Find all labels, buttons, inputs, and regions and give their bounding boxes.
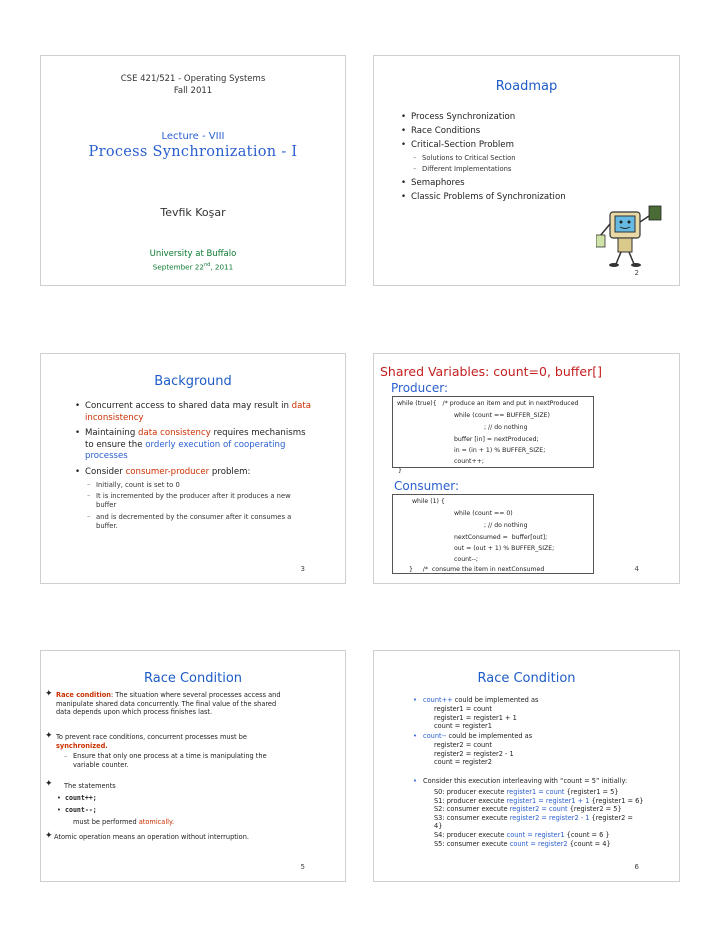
bullet-2: • Maintaining data consistency requires mechanisms to ensure the orderly execution of cooperating processes: [75, 428, 306, 461]
code-line: while (count == BUFFER_SIZE): [454, 412, 550, 419]
consumer-label: Consumer:: [394, 479, 460, 493]
list-item: • Process Synchronization: [401, 112, 516, 122]
race-condition-definition: Race condition: The situation where several processes access and manipulate shared data concurrently. The final value of the shared data depends upon which process finishes last.: [56, 691, 281, 717]
consumer-code-box: [392, 494, 594, 574]
list-item: • Semaphores: [401, 178, 465, 188]
code-line: nextConsumed = buffer[out];: [454, 534, 548, 541]
producer-code-box: [392, 396, 594, 468]
code-line: in = (in + 1) % BUFFER_SIZE;: [454, 447, 546, 454]
slide-roadmap: [373, 55, 680, 286]
bullet-1: • Concurrent access to shared data may result in data inconsistency: [75, 401, 312, 423]
code-line: } /* consume the item in nextConsumed: [409, 566, 545, 573]
step-s5: S5: consumer execute count = register2 {count = 4}: [434, 839, 611, 848]
code-line: while (true){ /* produce an item and put in nextProduced: [397, 400, 579, 407]
page-number: 2: [634, 269, 639, 277]
count-inc-impl: • count++ could be implemented as: [413, 696, 539, 704]
prevention-text: To prevent race conditions, concurrent processes must be synchronized.: [56, 733, 247, 750]
code-line: buffer [in] = nextProduced;: [454, 436, 539, 443]
slide-shared-variables: [373, 353, 680, 584]
atomic-requirement: must be performed atomically.: [73, 818, 175, 826]
page-number: 5: [300, 863, 305, 871]
list-item: • Classic Problems of Synchronization: [401, 192, 566, 202]
code-line: out = (out + 1) % BUFFER_SIZE;: [454, 545, 555, 552]
slide-race-condition-1: [40, 650, 346, 882]
code-line: ; // do nothing: [484, 522, 528, 529]
code-line: while (1) {: [412, 498, 445, 505]
slide-race-condition-2: [373, 650, 680, 882]
slide-title: Shared Variables: count=0, buffer[]: [380, 364, 602, 379]
slide-title: Race Condition: [477, 671, 576, 686]
step-s1: S1: producer execute register1 = register1 + 1 {register1 = 6}: [434, 796, 644, 805]
step-s0: S0: producer execute register1 = count {register1 = 5}: [434, 788, 619, 796]
producer-label: Producer:: [391, 381, 449, 395]
step-s4: S4: producer execute count = register1 {count = 6 }: [434, 830, 610, 839]
slide-title: Race Condition: [143, 671, 243, 686]
code-line: }: [398, 467, 402, 474]
star-bullet-icon: ✦: [45, 831, 53, 841]
interleaving-steps: [434, 788, 644, 848]
statement-count-dec: • count--;: [57, 806, 97, 814]
step-s3: S3: consumer execute register2 = register2 - 1 {register2 = 4}: [434, 813, 633, 831]
count-inc-lines: register1 = count register1 = register1 + 1 count = register1: [434, 705, 517, 731]
list-item: • Critical-Section Problem: [401, 140, 514, 150]
prevention-sub: – Ensure that only one process at a time is manipulating the variable counter.: [64, 752, 267, 769]
date-prefix: September 22: [152, 262, 204, 272]
author: Tevfik Koşar: [160, 206, 226, 219]
sub-item: – Initially, count is set to 0: [87, 481, 180, 489]
term: Fall 2011: [173, 86, 213, 96]
date-suffix: , 2011: [210, 262, 234, 272]
star-bullet-icon: ✦: [45, 731, 53, 741]
course-name: CSE 421/521 - Operating Systems: [120, 74, 266, 84]
count-dec-lines: register2 = count register2 = register2 - 1 count = register2: [434, 741, 514, 767]
sub-item: – and is decremented by the consumer after it consumes a buffer.: [87, 513, 292, 530]
code-line: count++;: [454, 458, 484, 465]
statement-count-inc: • count++;: [57, 794, 97, 802]
slide-title: Background: [154, 374, 232, 389]
star-bullet-icon: ✦: [45, 779, 53, 789]
sub-item: – Different Implementations: [413, 165, 512, 173]
lecture-topic: Process Synchronization - I: [88, 144, 298, 160]
page-number: 6: [634, 863, 639, 871]
atomic-definition: Atomic operation means an operation without interruption.: [54, 833, 249, 841]
star-bullet-icon: ✦: [45, 689, 53, 699]
sub-item: – It is incremented by the producer after it produces a new buffer: [87, 492, 291, 509]
code-line: count--;: [454, 556, 479, 563]
slide-title: Roadmap: [495, 79, 558, 94]
count-dec-impl: • count-- could be implemented as: [413, 732, 533, 740]
code-line: while (count == 0): [454, 510, 513, 517]
list-item: • Race Conditions: [401, 126, 481, 136]
computer-character-icon: [596, 202, 666, 268]
step-s2: S2: consumer execute register2 = count {register2 = 5}: [434, 805, 622, 814]
code-line: ; // do nothing: [484, 424, 528, 431]
bullet-3: • Consider consumer-producer problem:: [75, 467, 251, 477]
page-number: 3: [300, 565, 305, 573]
page-number: 4: [634, 565, 639, 573]
slide-title: [40, 55, 346, 286]
date-sup: nd: [203, 262, 211, 268]
date: [41, 262, 345, 271]
interleaving-intro: • Consider this execution interleaving with “count = 5” initially:: [413, 777, 628, 785]
university: University at Buffalo: [149, 249, 237, 259]
lecture-number: Lecture - VIII: [161, 131, 225, 142]
sub-item: – Solutions to Critical Section: [413, 154, 516, 162]
statements-label: The statements: [64, 782, 116, 790]
slide-background: [40, 353, 346, 584]
